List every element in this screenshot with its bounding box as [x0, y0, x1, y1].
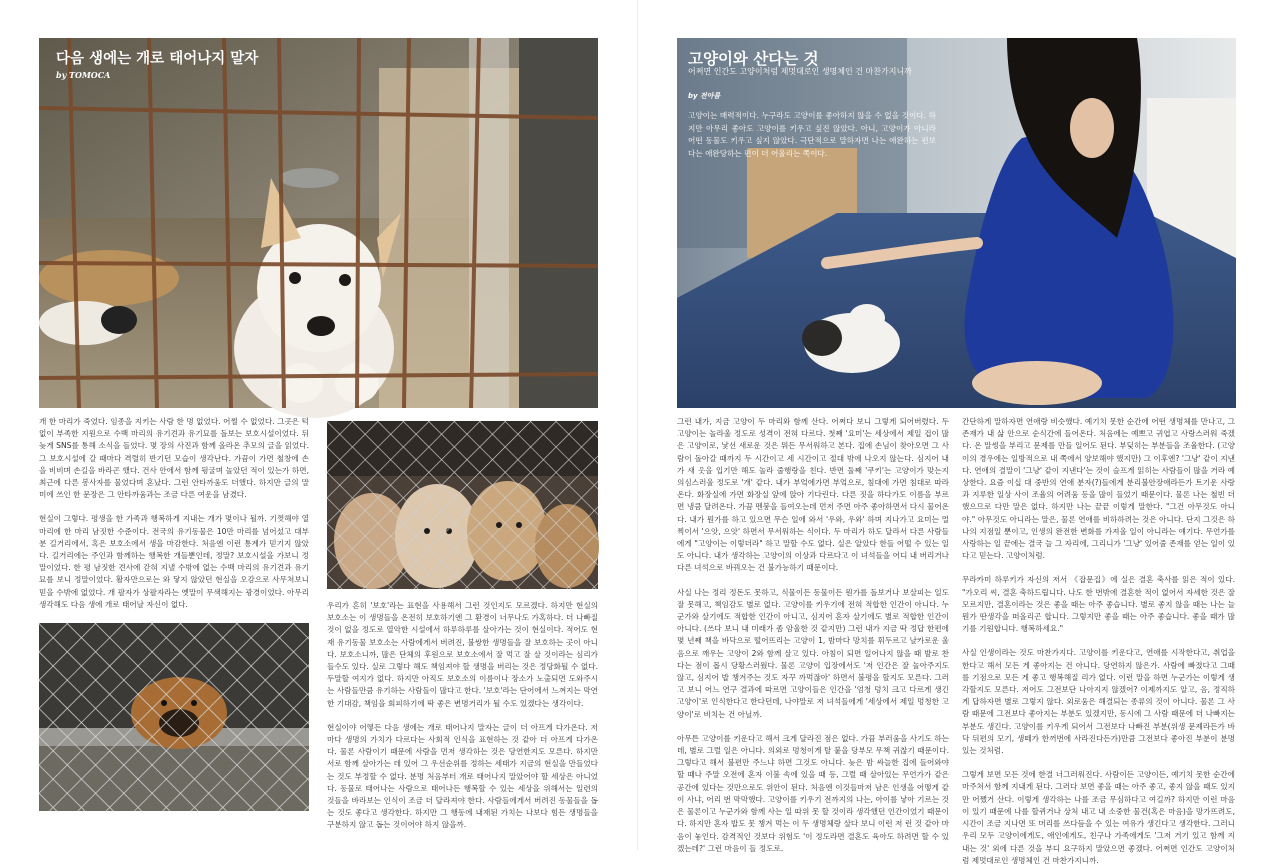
right-column-2 [962, 416, 1235, 865]
left-column-1 [39, 416, 309, 616]
caged-dog-photo [39, 623, 309, 811]
paragraph: 그런 내가, 지금 고양이 두 마리와 함께 산다. 어쩌다 보니 그렇게 되어버렸다. 두 고양이는 놀라울 정도로 성격이 전혀 다르다. 첫째 '요미'는 세상에서 제일 겁이 많은 고양이로, 낯선 새로운 것은 뭐든 무서워하고 본다. 집에 손님이 찾아오면 그 사람이 돌아갈 때까지 두 시간이고 세 시간이고 절대 밖에 나오지 않는다. 심지어 내가 새 옷을 입기만 해도 놀라 줄행랑을 친다. 반면 둘째 '쿠키'는 고양이가 맞는지 의심스러울 정도로 '개' 같다. 내가 부엌에가면 부엌으로, 침대에 가면 침대로 따라온다. 화장실에 가면 화장실 앞에 앉아 기다린다. 다른 짓을 하다가도 이름을 부르면 냉큼 달려온다. 가끔 멘붕을 들여오는데 먼저 주면 아주 좋아하면서 다시 물어온다. 내가 뭔가를 하고 있으면 무슨 일에 와서 '우와, 우와' 하며 지나가고 요미는 멀찍이서 '으앗, 으앗' 하면서 무서워하는 식이다. 두 마리가 하도 달라서 다른 사람들에게 "고양이는 이렇더라" 하고 말할 수도 없다. 실은 알았다 한들 어떨 수 있는 일도 아니다. 내가 생각하는 고양이의 이상과 다르다고 이 녀석들을 어디 내 버리거나 다른 녀석으로 바꿔오는 건 불가능하기 때문이다. [677, 417, 949, 573]
left-column-2 [327, 600, 598, 830]
left-page [0, 0, 638, 850]
puppies-behind-fence-photo [327, 421, 598, 589]
article-byline: by TOMOCA [56, 70, 111, 80]
article-title: 다음 생에는 개로 태어나지 말자 [56, 51, 259, 67]
right-page [638, 0, 1276, 865]
woman-with-cat-photo [677, 38, 1236, 408]
paragraph: 그렇게 보면 모든 것에 한결 너그러워진다. 사람이든 고양이든, 예기치 못한 순간에 마주쳐서 함께 지내게 된다. 그러다 보면 좋을 때는 아주 좋고, 좋지 않을 때도 있지만 어쨌거 산다. 이렇게 생각하는 나를 조금 무심하다고 여길까? 하지만 이런 마음이 있기 때문에 나를 할퀴거나 상처 내고 내 소중한 물건(혹은 마음)을 망가뜨려도, 시간이 조금 지나면 또 머리를 쓰다듬을 수 있는 여유가 생긴다고 생각한다. 그러니 우리 모두 고양이에게도, 애인에게도, 친구나 가족에게도 '그저 거기 있고 함께 지내는 것' 외에 다른 것을 부디 요구하지 말았으면 좋겠다. 어쩌면 인간도 고양이처럼 제멋대로인 생명체인 건 마찬가지니까. [962, 770, 1235, 865]
article-subtitle: 어쩌면 인간도 고양이처럼 제멋대로인 생명체인 건 마찬가지니까 [688, 67, 912, 76]
article-byline: by 전아름 [688, 92, 721, 100]
article-title: 고양이와 산다는 것 [688, 50, 819, 68]
paragraph: 간단하게 말하자면 연애랑 비슷했다. 예기치 못한 순간에 어떤 생명체를 만나고, 그 존재가 내 삶 안으로 순식간에 들어온다. 처음에는 예쁘고 귀엽고 사랑스러워 죽겠다. 온 말썽을 부리고 문제를 만들 일어도 된다. 부딪히는 부분들을 조율한다. (고양이의 경우에는 일방적으로 내 쪽에서 양보해야 했지만) 그 이후엔? '그냥' 같이 지낸다. 연애의 결말이 '그냥' 같이 지낸다'는 것이 슬프게 읽히는 사람들이 많을 거라 예상한다. 요즘 이십 대 중반의 연애 분자(?)들에게 분리불안장애라든가 트기운 사랑과 지루한 일상 사이 조율의 어려움 등을 많이 들었기 때문이다. 물론 나는 철빈 더 했으므로 다만 말은 없다. 하지만 나는 끝끝 이렇게 말한다. "그건 아무것도 아니야." 아무것도 아니라는 말은, 물론 연애를 비하하려는 것은 아니다. 단지 그것은 하나의 지점일 뿐이고, 인생의 완전한 변화를 가져올 일이 아니라는 얘기다. 무언가를 사랑하는 일 끝에는 결국 늘 그 자리에, 그리니가 '그냥' 있어줄 존재를 얻는 일이 있다고 믿는다. 고양이처럼. [962, 417, 1235, 561]
paragraph: 개 한 마리가 죽었다. 임종을 지키는 사람 한 명 없었다. 어쩔 수 없었다. 그곳은 턱없이 부족한 지원으로 수백 마리의 유기견과 유기묘를 돌보는 보호시설이었다. 뒤늦게 SNS를 통해 소식을 들었다. 몇 장의 사진과 함께 올라온 추모의 글을 읽었다. 그 보호시설에 갈 때마다 격렬히 반기던 모습이 생각난다. 가끔이 가면 철창에 손을 비비며 손길을 바라곤 했다. 건사 안에서 함께 뒹굴며 놀았던 적이 있는가 하면, 최근에 다른 봉사자를 물었다며 혼났다. 그런 안타까움도 더했다. 하지만 글의 말미에 쓰인 한 문장은 그 안타까움과는 조금 다른 여운을 남겼다. [39, 417, 309, 500]
paragraph: 우리가 흔히 '보호'라는 표현을 사용해서 그런 것인지도 모르겠다. 하지만 현실의 보호소는 이 생명들을 온전히 보호하기엔 그 환경이 너무나도 가혹하다. 더 나빠질 것이 없을 정도로 열악한 시설에서 하루하루를 살아가는 것이 현실이다. 적어도 현재 유기동물 보호소는 사람에게서 버려진, 불쌍한 생명들을 잘 보호하는 곳이 아니다. 보호소니까, 많은 단체의 후원으로 보호소에서 잘 먹고 잘 살 것이라는 심리가 들수도 있다. 실로 그렇다 해도 책임져야 할 생명을 버리는 것은 정당화될 수 없다. 두말할 여지가 없다. 하지만 아직도 보호소의 이름이나 장소가 노출되면 도와주시는 사람들만큼 유기하는 사람들이 많다고 한다. '보호'라는 단어에서 느껴지는 막연한 기대감, 책임을 회피하기에 딱 좋은 변명거리가 될 수도 있겠다는 생각이다. [327, 601, 598, 708]
paragraph: 현실이 그렇다. 평생을 한 가족과 행복하게 지내는 개가 몇이나 될까. 기껏해야 열 마리에 한 마리 남짓한 수준이다. 전국의 유기동물은 10만 마리를 넘어섰고 대부분 길거리에서, 혹은 보호소에서 생을 마감한다. 처음엔 이런 통계가 믿기지 않았다. 길거리에는 주인과 함께하는 행복한 개들뿐인데, 정말? 보호시설을 가보니 정말이었다. 한 평 남짓한 견사에 갇혀 지낼 수밖에 없는 수백 마리의 유기견과 유기묘를 보니 정말이었다. 활자만으로는 와 닿지 않았던 현실을 오감으로 사무쳐보니 믿을 수밖에 없었다. 개 팔자가 상팔자라는 옛말이 무색해지는 광경이었다. 아무리 생각해도 다음 생에 개로 태어날 자신이 없다. [39, 514, 309, 609]
paragraph: 사실 인생이라는 것도 마찬가지다. 고양이를 키운다고, 연애를 시작한다고, 취업을 한다고 해서 모든 게 좋아지는 건 아니다. 당연하지 않은가. 사람에 빠졌다고 그때를 기점으로 모든 게 좋고 행복해질 리가 없다. 이런 말을 하면 누군가는 이렇게 생각할지도 모른다. 저어도 그전보단 나아지지 않겠어? 이제까지도 알고, 음, 정직하게 답하자면 별로 그렇지 않다. 외로움은 해결되는 종류의 것이 아니다. 물론 그 사람 때문에 그전보다 좋아지는 부분도 있겠지만, 동시에 그 사람 때문에 더 나빠지는 부분도 생긴다. 고양이를 키우게 되어서 그전보다 나빠진 부분(위생 문제라든가 바닥 뒤편의 모기, 생떼가 한꺼번에 사라진다든가)만큼 그전보다 좋아진 부분이 분명 있는 것처럼. [962, 648, 1235, 756]
shelter-dog-photo [39, 38, 598, 408]
right-column-1 [677, 416, 949, 853]
paragraph: 사실 나는 정리 정돈도 못하고, 식물이든 동물이든 뭔가를 돌보거나 보살피는 일도 잘 못해고, 책임감도 별로 없다. 고양이를 키우기에 전혀 적합한 인간이 아니다. 누군가와 살기에도 적합한 인간이 아니고, 심지어 혼자 살기에도 별로 적합한 인간이 아니다. (쓰다 보니 내 미래가 좀 암울한 것 같지만) 그런 내가 지금 딱 정답 한편에 몇 년째 책을 바닥으로 떨어뜨리는 고양이 1, 밤마다 망치를 휘두르고 날카로운 울음으로 깨우는 고양이 2와 함께 살고 있다. 아침이 되면 일어나지 않을 때 발로 찬다는 점이 몹시 당황스러웠다. 물론 고양이 입장에서도 '저 인간은 잘 놀아주지도 않고, 심지어 밥 챙겨주는 것도 자꾸 까먹잖아' 하면서 불평을 할지도 모른다. 그러고 보니 어느 연구 결과에 따르면 고양이들은 인간을 '엄청 덩치 크고 다르게 생긴 고양이'로 인식한다고 한다던데, 나야말로 저 녀석들에게 '세상에서 제일 멍청한 고양이'로 비치는 건 아닐까. [677, 587, 949, 719]
paragraph: 아무튼 고양이를 키운다고 해서 크게 달라진 점은 없다. 가끔 부러움을 사기도 하는데, 별로 그럴 일은 아니다. 의외로 멍청이게 탈 붙을 당부모 무책 귀찮기 때문이다. 그렇다고 해서 불편만 주느냐 하면 그것도 아니다. 늦은 밤 싸늘한 집에 들어와야 할 때나 주말 오전에 혼자 이불 속에 있을 때 등, 그럴 때 살아있는 무언가가 같은 공간에 있다는 것만으로도 위안이 된다. 처음엔 이것들마저 남은 인생을 어떻게 같이 사냐, 어리 번 막막했다. 고양이를 키우기 전까지의 나는, 아이를 낳아 기르는 것은 물론이고 누군가와 함께 사는 일 따위 못 할 것이라 생각했던 인간이었기 때문이다. 하지만 혼자 밥도 못 챙겨 먹는 이 두 생명체랑 살다 보니 이런 저 런 것 같아 마음이 놓인다. 감격적인 것보다 위험도 '이 정도라면 결혼도 육아도 하려면 할 수 있겠는데?' 그런 마음이 들 정도로. [677, 733, 949, 853]
paragraph: 현실이야 어떻든 다음 생에는 개로 태어나지 말자는 글이 더 아프게 다가온다. 저마다 생명의 가치가 다르다는 사회적 인식을 표현하는 것 같아 더 아프게 다가온다. 물론 사람이기 때문에 사람을 먼저 생각하는 것은 당연한지도 모른다. 하지만 서로 함께 살아가는 데 있어 그 우선순위를 정하는 세태가 지금의 현실을 만들었다는 것도 부정할 수 없다. 분명 처음부터 개로 태어나지 말았어야 할 세상은 아니었다. 동물로 태어나는 사람으로 태어나든 행복할 수 있는 세상을 위해서는 일련의 것들을 바라보는 인식이 조금 더 달라져야 한다. 사람들에게서 버려진 동물들을 돕는 것도 좋다고 생각한다. 하지만 그 행동에 내재된 가치는 나보다 힘든 생명들을 구분하지 않고 돕는 것이어야 하지 않을까. [327, 722, 598, 830]
paragraph: 무라카미 하루키가 자신의 저서 《잡문집》에 실은 결혼 축사를 읽은 적이 있다. "가오리 씨, 결혼 축하드립니다. 나도 한 번밖에 결혼한 적이 없어서 자세한 것은 잘 모르지만, 결혼이라는 것은 좋을 때는 아주 좋습니다. 별로 좋지 않을 때는 나는 늘 뭔가 딴생각을 떠올리곤 합니다. 그렇지만 좋을 때는 아주 좋습니다. 좋을 때가 많기를 기원합니다. 행복하세요." [962, 575, 1235, 634]
article-intro: 고양이는 매력적이다. 누구라도 고양이를 좋아하지 않을 수 없을 것이다. 하지만 아무리 좋아도 고양이를 키우고 싶진 않았다. 아니, 고양이가 아니라 어떤 동물도 키우고 싶지 않았다. 극단적으로 말하자면 나는 애완하는 편보다는 애완당하는 편이 더 어울리는 쪽이다. [688, 111, 936, 158]
